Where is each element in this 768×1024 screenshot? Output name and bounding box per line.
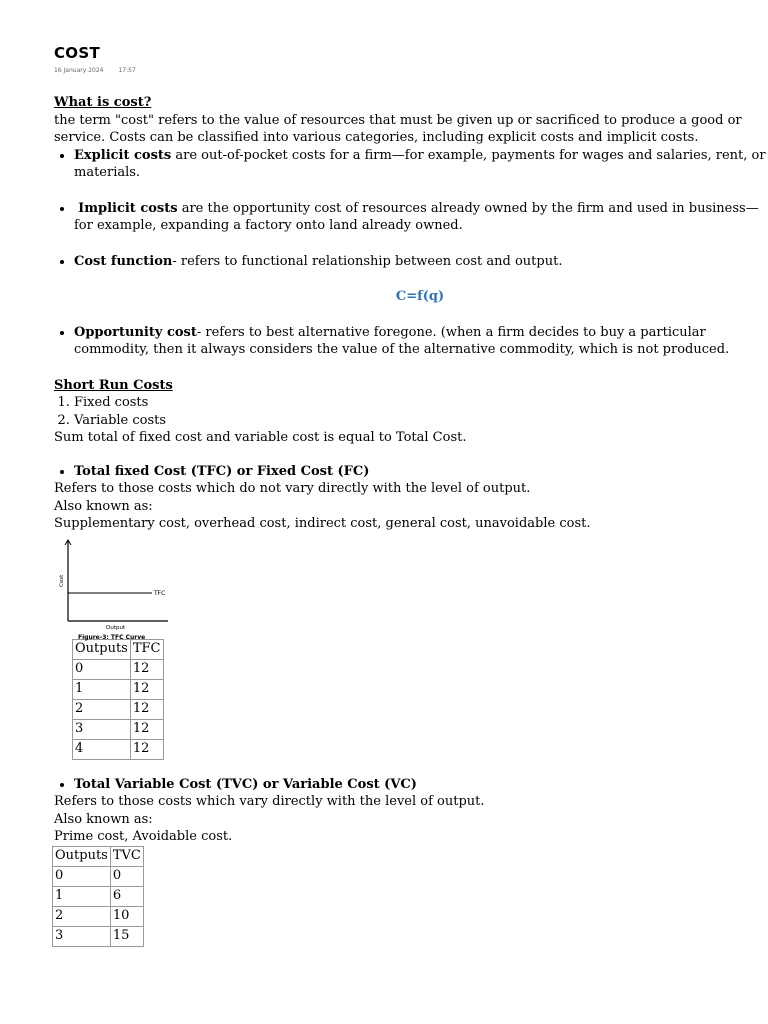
term-implicit: Implicit costs [78, 200, 178, 216]
table-header-row [53, 846, 144, 866]
table-row [53, 906, 144, 926]
tfc-aka: Supplementary cost, overhead cost, indirect cost, general cost, unavoidable cost. [54, 516, 591, 531]
table-header-cell: TFC [130, 639, 163, 659]
bullet-list-tfc [54, 463, 766, 481]
heading-short-run-costs: Short Run Costs [54, 377, 173, 393]
table-cell: 3 [53, 926, 111, 946]
total-cost-summary: Sum total of fixed cost and variable cost is equal to Total Cost. [54, 430, 467, 445]
table-cell: 2 [73, 699, 131, 719]
intro-paragraph: the term "cost" refers to the value of resources that must be given up or sacrificed to produce a good or service. Costs can be classified into various categories, including explicit costs and implicit costs. [54, 112, 742, 145]
tfc-definition: Refers to those costs which do not vary directly with the level of output. [54, 481, 531, 496]
table-row [73, 739, 164, 759]
x-axis-label: Output [106, 624, 126, 631]
page-metadata [54, 67, 136, 74]
tfc-curve-figure [54, 535, 184, 641]
table-header-cell: Outputs [73, 639, 131, 659]
table-cell: 1 [53, 886, 111, 906]
table-cell: 1 [73, 679, 131, 699]
tvc-aka-label: Also known as: [54, 811, 153, 827]
table-row [53, 866, 144, 886]
table-cell: 6 [110, 886, 143, 906]
table-cell: 0 [53, 866, 111, 886]
table-cell: 15 [110, 926, 143, 946]
note-body [54, 94, 766, 947]
bullet-list-tvc [54, 776, 766, 794]
table-row [73, 679, 164, 699]
list-item [74, 253, 766, 271]
bullet-list-opportunity [54, 324, 766, 359]
table-header-cell: Outputs [53, 846, 111, 866]
text-opportunity: - refers to best alternative foregone. (when a firm decides to buy a particular commodity, then it always considers the value of the alternative commodity, which is not produced. [74, 324, 730, 357]
table-header-cell: TVC [110, 846, 143, 866]
table-row [53, 926, 144, 946]
table-cell: 3 [73, 719, 131, 739]
tvc-definition: Refers to those costs which vary directly with the level of output. [54, 794, 485, 809]
heading-what-is-cost: What is cost? [54, 95, 152, 110]
term-opportunity: Opportunity cost [74, 324, 197, 340]
bullet-list-cost-function [54, 253, 766, 271]
page-title: COST [54, 44, 100, 62]
list-item [74, 200, 766, 235]
text-explicit: are out-of-pocket costs for a firm—for example, payments for wages and salaries, rent, or materials. [74, 147, 766, 180]
bullet-list-implicit [54, 200, 766, 235]
text-implicit: are the opportunity cost of resources already owned by the firm and used in business—for example, expanding a factory onto land already owned. [74, 200, 759, 233]
tvc-aka: Prime cost, Avoidable cost. [54, 829, 233, 844]
table-cell: 0 [73, 659, 131, 679]
term-cost-function: Cost function [74, 253, 173, 269]
heading-tvc: Total Variable Cost (TVC) or Variable Cost (VC) [74, 776, 417, 792]
table-cell: 12 [130, 679, 163, 699]
table-cell: 10 [110, 906, 143, 926]
list-item [74, 463, 766, 481]
list-item [74, 324, 766, 359]
table-row [73, 719, 164, 739]
table-row [53, 886, 144, 906]
cost-formula: C=f(q) [395, 289, 445, 304]
list-item [74, 776, 766, 794]
table-cell: 12 [130, 739, 163, 759]
page-time: 17:57 [118, 67, 136, 74]
page-date: 16 January 2024 [54, 67, 104, 74]
table-cell: 2 [53, 906, 111, 926]
tfc-table [72, 639, 164, 760]
heading-tfc: Total fixed Cost (TFC) or Fixed Cost (FC) [74, 463, 370, 479]
tvc-table [52, 846, 144, 947]
table-cell: 12 [130, 659, 163, 679]
table-row [73, 659, 164, 679]
table-row [73, 699, 164, 719]
list-item: 2. Variable costs [74, 412, 766, 430]
short-run-list [54, 394, 766, 429]
table-cell: 4 [73, 739, 131, 759]
tfc-line-label: TFC [154, 589, 166, 597]
tfc-curve-graph [54, 535, 184, 635]
text-cost-function: - refers to functional relationship between cost and output. [172, 253, 563, 269]
y-axis-label: Cost [59, 574, 65, 587]
tfc-aka-label: Also known as: [54, 498, 153, 514]
table-cell: 12 [130, 699, 163, 719]
table-cell: 0 [110, 866, 143, 886]
table-cell: 12 [130, 719, 163, 739]
list-item [74, 147, 766, 182]
bullet-list-explicit [54, 147, 766, 182]
figure-caption: Figure-3: TFC Curve [78, 633, 146, 641]
list-item: 1. Fixed costs [74, 394, 766, 412]
term-explicit: Explicit costs [74, 147, 172, 163]
